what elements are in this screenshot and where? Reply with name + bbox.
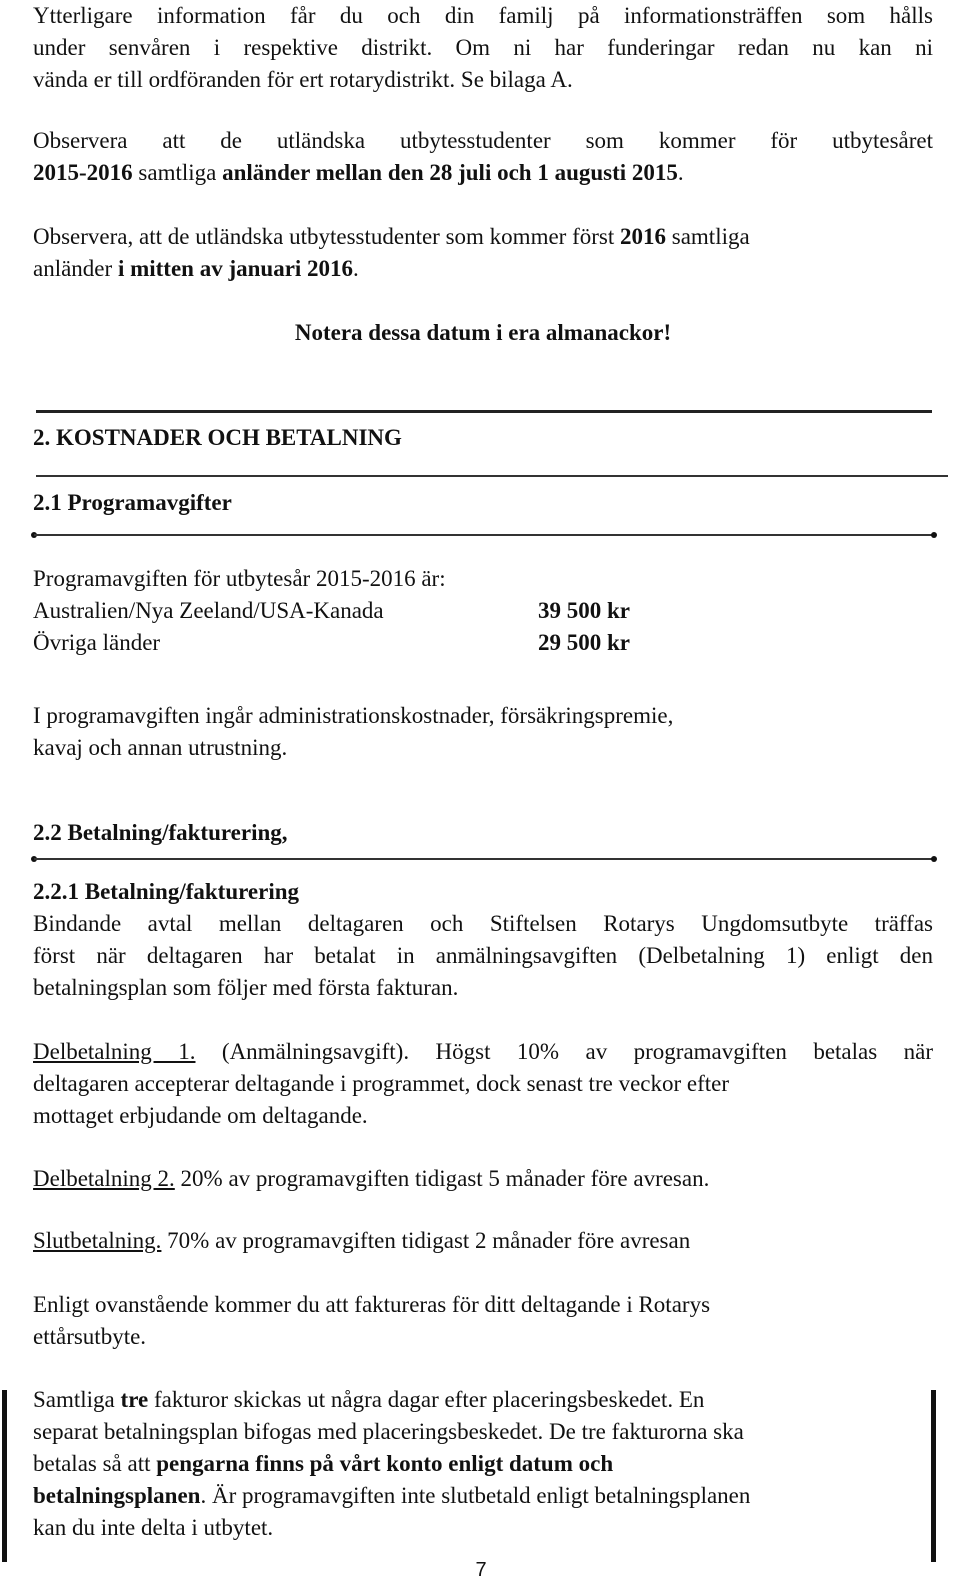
schedule-line-3-a: betalas så att xyxy=(33,1451,157,1476)
page-number: 7 xyxy=(475,1559,487,1581)
final-payment-text: 70% av programavgiften tidigast 2 månader före avresan xyxy=(161,1228,691,1253)
arrival-2015-paragraph xyxy=(33,125,933,189)
schedule-line-1-b: tre xyxy=(120,1387,149,1412)
schedule-line-1-c: fakturor skickas ut några dagar efter placeringsbeskedet. En xyxy=(148,1387,705,1412)
final-payment xyxy=(33,1225,933,1257)
calendar-note xyxy=(33,317,933,349)
binding-line-1: Bindande avtal mellan deltagaren och Stiftelsen Rotarys Ungdomsutbyte träffas xyxy=(33,911,933,936)
arrival-2016-line2-pre: anländer xyxy=(33,256,118,281)
section-2-bottom-rule xyxy=(36,475,948,477)
final-payment-label: Slutbetalning. xyxy=(33,1228,162,1253)
arrival-2016-line-2 xyxy=(33,253,933,285)
arrival-2016-paragraph xyxy=(33,221,933,285)
installment-1-text: (Anmälningsavgift). Högst 10% av programavgiften betalas när xyxy=(195,1039,933,1064)
installment-2-text: 20% av programavgiften tidigast 5 månader före avresan. xyxy=(174,1166,710,1191)
fee-region: Övriga länder xyxy=(33,630,161,655)
arrival-2016-post: samtliga xyxy=(666,224,750,249)
arrival-2015-mid: samtliga xyxy=(132,160,223,185)
binding-line-3: betalningsplan som följer med första fakturan. xyxy=(33,975,459,1000)
schedule-line-3-b: pengarna finns på vårt konto enligt datum och xyxy=(156,1451,614,1476)
arrival-2015-end: . xyxy=(677,160,684,185)
schedule-line-1-a: Samtliga xyxy=(33,1387,121,1412)
installment-1-line-2: deltagaren accepterar deltagande i programmet, dock senast tre veckor efter xyxy=(33,1071,730,1096)
invoice-schedule-paragraph xyxy=(33,1384,921,1544)
arrival-2015-dates: anländer mellan den 28 juli och 1 augusti 2015 xyxy=(222,160,678,185)
invoicing-paragraph xyxy=(33,1289,933,1353)
installment-2-label: Delbetalning 2. xyxy=(33,1166,175,1191)
installment-2-line xyxy=(33,1163,933,1195)
binding-line-2: först när deltagaren har betalat in anmälningsavgiften (Delbetalning 1) enligt den xyxy=(33,943,933,968)
schedule-line-3 xyxy=(33,1448,921,1480)
calendar-note-text: Notera dessa datum i era almanackor! xyxy=(294,320,672,345)
schedule-line-5: kan du inte delta i utbytet. xyxy=(33,1515,274,1540)
fee-region: Australien/Nya Zeeland/USA-Kanada xyxy=(33,598,384,623)
intro-line-2: under senvåren i respektive distrikt. Om ni har funderingar redan nu kan ni xyxy=(33,35,933,60)
installment-1 xyxy=(33,1036,933,1132)
change-bar-left xyxy=(2,1390,7,1562)
invoicing-line-1: Enligt ovanstående kommer du att faktureras för ditt deltagande i Rotarys xyxy=(33,1292,711,1317)
fee-includes-paragraph xyxy=(33,700,933,764)
intro-line-3: vända er till ordföranden för ert rotarydistrikt. Se bilaga A. xyxy=(33,67,573,92)
schedule-line-1 xyxy=(33,1384,921,1416)
section-2-1-heading-text: 2.1 Programavgifter xyxy=(33,490,232,515)
schedule-line-4-b: . Är programavgiften inte slutbetald enligt betalningsplanen xyxy=(200,1483,751,1508)
fee-intro: Programavgiften för utbytesår 2015-2016 är: xyxy=(33,566,446,591)
installment-1-line-3: mottaget erbjudande om deltagande. xyxy=(33,1103,368,1128)
arrival-2016-line-1 xyxy=(33,221,933,253)
rule-endpoint-right xyxy=(931,856,937,862)
section-2-2-heading xyxy=(33,817,933,849)
fee-row xyxy=(33,595,933,627)
schedule-line-4-a: betalningsplanen xyxy=(33,1483,201,1508)
final-payment-line xyxy=(33,1225,933,1257)
section-2-2-1-heading: 2.2.1 Betalning/fakturering xyxy=(33,879,300,904)
fee-includes-line-2: kavaj och annan utrustning. xyxy=(33,735,288,760)
invoicing-line-2: ettårsutbyte. xyxy=(33,1324,147,1349)
fee-row xyxy=(33,627,933,659)
section-2-1-heading xyxy=(33,487,933,519)
arrival-2015-line-2 xyxy=(33,157,933,189)
section-2-2-1 xyxy=(33,876,933,1004)
arrival-2016-year: 2016 xyxy=(620,224,666,249)
arrival-2016-pre: Observera, att de utländska utbytesstudenter som kommer först xyxy=(33,224,620,249)
fee-amount: 29 500 kr xyxy=(538,630,630,655)
intro-line-1: Ytterligare information får du och din familj på informationsträffen som hålls xyxy=(33,3,933,28)
installment-1-label: Delbetalning 1. xyxy=(33,1039,196,1064)
fee-includes-line-1: I programavgiften ingår administrationskostnader, försäkringspremie, xyxy=(33,703,674,728)
fee-block xyxy=(33,563,933,659)
fee-amount: 39 500 kr xyxy=(538,598,630,623)
installment-1-line-1 xyxy=(33,1036,933,1068)
arrival-2015-years: 2015-2016 xyxy=(33,160,133,185)
arrival-2016-date: i mitten av januari 2016 xyxy=(117,256,354,281)
section-2-heading xyxy=(33,422,933,454)
change-bar-right xyxy=(931,1390,936,1562)
intro-paragraph xyxy=(33,0,933,96)
schedule-line-2: separat betalningsplan bifogas med placeringsbeskedet. De tre fakturorna ska xyxy=(33,1419,744,1444)
section-2-2-rule xyxy=(34,858,934,860)
rule-endpoint-right xyxy=(931,532,937,538)
installment-2 xyxy=(33,1163,933,1195)
section-2-heading-text: 2. KOSTNADER OCH BETALNING xyxy=(33,425,402,450)
section-2-2-heading-text: 2.2 Betalning/fakturering, xyxy=(33,820,288,845)
arrival-2015-line-1: Observera att de utländska utbytesstudenter som kommer för utbytesåret xyxy=(33,128,933,153)
schedule-line-4 xyxy=(33,1480,921,1512)
section-2-top-rule xyxy=(36,410,932,413)
arrival-2016-end: . xyxy=(353,256,359,281)
section-2-1-rule xyxy=(34,534,934,536)
